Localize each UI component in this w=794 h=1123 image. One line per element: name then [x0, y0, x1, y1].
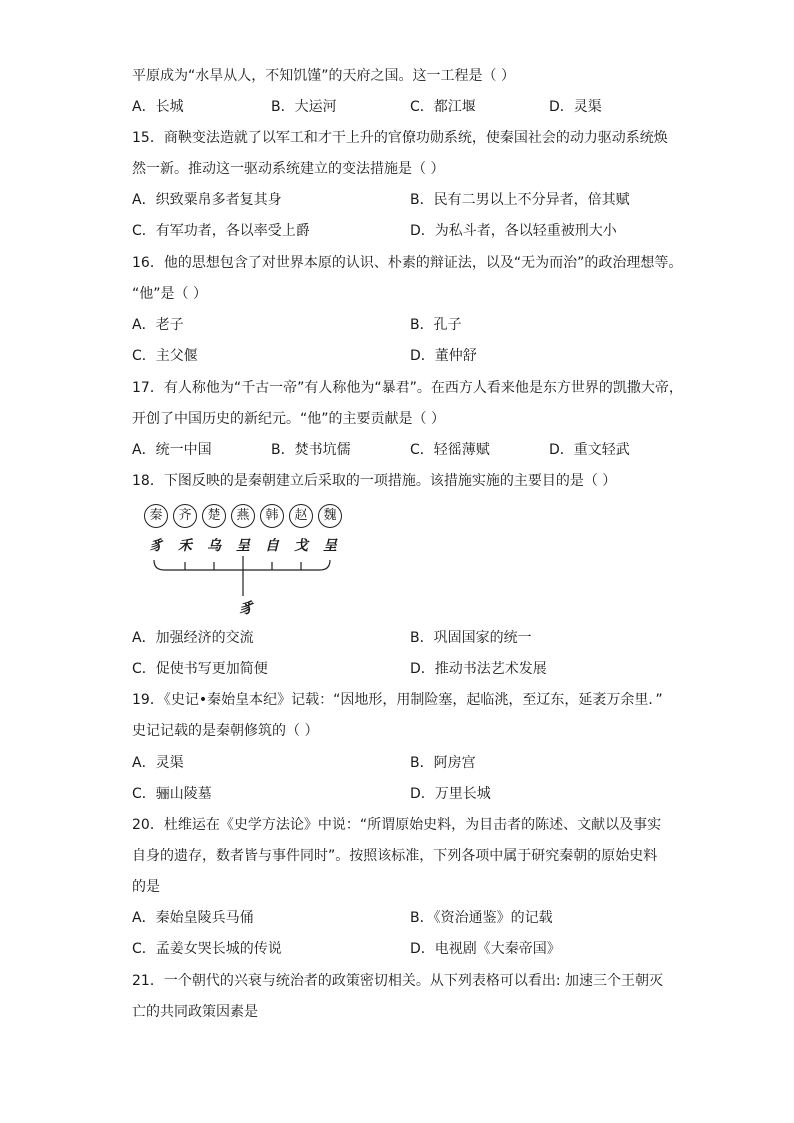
q14-option-a[interactable]: A．长城: [132, 99, 184, 115]
q16-option-d[interactable]: D．董仲舒: [410, 348, 477, 364]
state-seal-qi: 齐: [173, 504, 197, 528]
q20-option-d[interactable]: D．电视剧《大秦帝国》: [410, 941, 561, 957]
q15-stem-line1: 15．商鞅变法造就了以军工和才干上升的官僚功勋系统，使秦国社会的动力驱动系统焕: [132, 130, 668, 146]
q14-option-d[interactable]: D．灵渠: [549, 99, 602, 115]
q17-option-b[interactable]: B．焚书坑儒: [271, 442, 351, 458]
q21-stem-line1: 21．一个朝代的兴衰与统治者的政策密切相关。从下列表格可以看出: 加速三个王朝灭: [132, 973, 663, 989]
q18-option-a[interactable]: A．加强经济的交流: [132, 630, 254, 646]
q19-stem-line2: 史记记载的是秦朝修筑的（ ）: [132, 723, 319, 739]
variant-glyph-han: 自: [265, 538, 279, 554]
q19-option-b[interactable]: B．阿房宫: [410, 755, 476, 771]
state-seal-chu: 楚: [202, 504, 226, 528]
variant-glyph-qi: 禾: [178, 538, 192, 554]
q17-option-a[interactable]: A．统一中国: [132, 442, 212, 458]
q15-option-a[interactable]: A．织致粟帛多者复其身: [132, 192, 282, 208]
q16-option-c[interactable]: C．主父偃: [132, 348, 198, 364]
script-unification-figure: [144, 504, 354, 624]
q18-stem: 18．下图反映的是秦朝建立后采取的一项措施。该措施实施的主要目的是（ ）: [132, 473, 617, 489]
q16-option-a[interactable]: A．老子: [132, 317, 184, 333]
q18-option-d[interactable]: D．推动书法艺术发展: [410, 661, 547, 677]
q15-stem-line2: 然一新。推动这一驱动系统建立的变法措施是（ ）: [132, 161, 445, 177]
q15-option-d[interactable]: D．为私斗者，各以轻重被刑大小: [410, 223, 617, 239]
state-seal-han: 韩: [260, 504, 284, 528]
q19-option-d[interactable]: D．万里长城: [410, 786, 491, 802]
q19-option-c[interactable]: C．骊山陵墓: [132, 786, 212, 802]
q20-stem-line3: 的是: [132, 879, 160, 895]
state-seal-yan: 燕: [231, 504, 255, 528]
q17-option-d[interactable]: D．重文轻武: [549, 442, 630, 458]
q20-option-a[interactable]: A．秦始皇陵兵马俑: [132, 910, 254, 926]
q20-option-b[interactable]: B．《资治通鉴》的记载: [410, 910, 553, 926]
q16-stem-line1: 16．他的思想包含了对世界本原的认识、朴素的辩证法，以及“无为而治”的政治理想等。: [132, 255, 683, 271]
state-seal-zhao: 赵: [289, 504, 313, 528]
q17-stem-line1: 17．有人称他为“千古一帝”有人称他为“暴君”。在西方人看来他是东方世界的凯撒大帝，: [132, 380, 683, 396]
q17-option-c[interactable]: C．轻徭薄赋: [410, 442, 490, 458]
q19-stem-line1: 19．《史记•秦始皇本纪》记载：“因地形，用制险塞，起临洮，至辽东，延袤万余里．”: [132, 692, 663, 708]
q17-stem-line2: 开创了中国历史的新纪元。“他”的主要贡献是（ ）: [132, 411, 445, 427]
q14-option-b[interactable]: B．大运河: [271, 99, 337, 115]
q18-option-c[interactable]: C．促使书写更加简便: [132, 661, 268, 677]
q16-stem-line2: “他”是（ ）: [132, 286, 207, 302]
variant-glyph-yan: 呈: [236, 538, 250, 554]
q21-stem-line2: 亡的共同政策因素是: [132, 1004, 258, 1020]
q16-option-b[interactable]: B．孔子: [410, 317, 462, 333]
q20-stem-line2: 自身的遗存，数者皆与事件同时”。按照该标准，下列各项中属于研究秦朝的原始史料: [132, 848, 658, 864]
q14-option-c[interactable]: C．都江堰: [410, 99, 476, 115]
variant-glyph-wei: 呈: [323, 538, 337, 554]
q14-stem: 平原成为“水旱从人，不知饥馑”的天府之国。这一工程是（ ）: [132, 68, 515, 84]
q15-option-c[interactable]: C．有军功者，各以率受上爵: [132, 223, 310, 239]
unified-small-seal-glyph: 豸: [238, 599, 254, 617]
q20-option-c[interactable]: C．孟姜女哭长城的传说: [132, 941, 282, 957]
q15-option-b[interactable]: B．民有二男以上不分异者，倍其赋: [410, 192, 630, 208]
variant-glyph-qin: 豸: [149, 538, 163, 554]
q20-stem-line1: 20．杜维运在《史学方法论》中说：“所谓原始史料，为目击者的陈述、文献以及事实: [132, 817, 662, 833]
q19-option-a[interactable]: A．灵渠: [132, 755, 184, 771]
variant-glyph-chu: 乌: [207, 538, 221, 554]
state-seal-wei: 魏: [318, 504, 342, 528]
state-seal-qin: 秦: [144, 504, 168, 528]
variant-glyph-zhao: 戈: [294, 538, 308, 554]
q18-option-b[interactable]: B．巩固国家的统一: [410, 630, 532, 646]
